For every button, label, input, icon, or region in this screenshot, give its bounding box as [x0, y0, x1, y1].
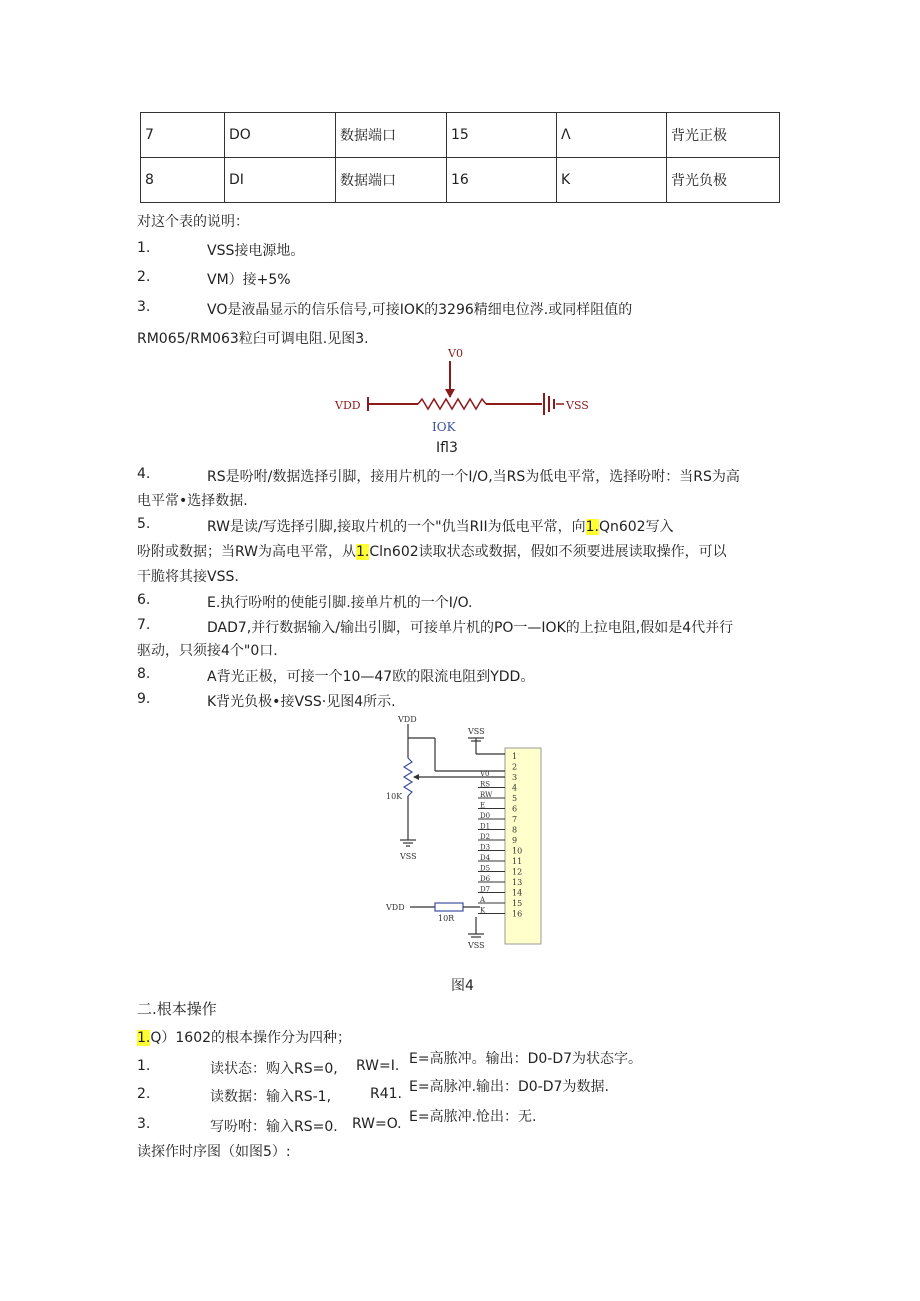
resistor-label: IOK: [432, 420, 456, 434]
figure-4-lcd-wiring: [380, 712, 545, 952]
item-text-continued: RM065/RM063粒臼可调电阻.见图3.: [137, 331, 369, 347]
vss-bottom-label: VSS: [468, 941, 485, 950]
pin-number: 9: [512, 836, 518, 845]
op-number: 1.: [137, 1058, 151, 1074]
lcd-connector: [505, 748, 541, 944]
signal-label: K: [480, 906, 486, 915]
item-text: DAD7,并行数据输入/输出引脚，可接单片机的PO一—IOK的上拉电阻,假如是4代并行: [207, 620, 734, 636]
signal-label: RS: [480, 780, 491, 789]
signal-label: A: [480, 896, 486, 904]
figure-3-caption: Ifl3: [436, 440, 458, 456]
res2-label: 10R: [438, 914, 455, 923]
item-number: 9.: [137, 691, 151, 707]
item-text-part: RW是读/写选择引脚,接取片机的一个"仇当RII为低电平常，向: [207, 519, 586, 535]
item-text: [207, 516, 674, 536]
pin-table: [140, 112, 780, 203]
op-rw: R41.: [370, 1086, 402, 1102]
item-text-part: Qn602写入: [598, 519, 674, 535]
table-cell: DO: [225, 113, 336, 158]
op-rw: RW=O.: [352, 1116, 402, 1132]
item-text-part: 吩附或数据；当RW为高电平常，从: [137, 544, 357, 560]
section-heading: 二.根本操作: [137, 1000, 217, 1018]
signal-label: D5: [480, 864, 491, 873]
pin-number: 1: [512, 752, 518, 761]
table-cell: 8: [141, 158, 225, 203]
pin-number: 13: [512, 878, 523, 887]
item-number: 7.: [137, 617, 151, 633]
pin-number: 16: [512, 909, 523, 919]
item-text: E.执行吩咐的使能引脚.接单片机的一个I/O.: [207, 595, 473, 611]
op-rw: RW=I.: [356, 1058, 400, 1074]
op-number: 2.: [137, 1086, 151, 1102]
table-cell: 7: [141, 113, 225, 158]
pin-number: 7: [512, 815, 518, 824]
intro-text: 对这个表的说明：: [137, 214, 249, 230]
pin-number: 12: [512, 867, 523, 877]
item-text: K背光负极•接VSS·见图4所示.: [207, 694, 396, 710]
pin-number: 10: [512, 846, 523, 856]
signal-label: D7: [480, 885, 491, 894]
item-number: 2.: [137, 269, 151, 285]
signal-label: D0: [480, 812, 491, 820]
vdd-top-label: VDD: [398, 715, 417, 724]
table-cell: DI: [225, 158, 336, 203]
op-input: 读状态：购入RS=0,: [210, 1061, 338, 1077]
op-input: 写吩咐：输入RS=0.: [210, 1119, 338, 1135]
table-cell: K: [557, 158, 667, 203]
pin-number: 5: [512, 794, 518, 803]
vss-top-label: VSS: [468, 727, 485, 736]
table-cell: 背光负极: [667, 158, 780, 203]
vss-left-label: VSS: [400, 852, 417, 861]
item-text: A背光正极，可接一个10—47欧的限流电阻到YDD。: [207, 669, 535, 685]
op-output: E=高脓冲。输出：D0-D7为状态字。: [409, 1051, 643, 1067]
item-number: 6.: [137, 592, 151, 608]
v0-label: V0: [448, 347, 463, 360]
signal-label: D4: [480, 854, 491, 862]
figure-4-caption: 图4: [451, 978, 474, 994]
item-text-continued: 驱动，只须接4个"0口.: [137, 643, 278, 659]
item-text: VSS接电源地。: [207, 243, 305, 259]
pin-number: 2: [512, 762, 518, 772]
pin-number: 14: [512, 888, 523, 898]
highlight-mark: 1.: [356, 544, 370, 560]
res1-label: 10K: [386, 792, 403, 801]
table-cell: 15: [447, 113, 557, 158]
item-number: 8.: [137, 666, 151, 682]
table-cell: 背光正极: [667, 113, 780, 158]
item-number: 4.: [137, 466, 151, 482]
highlight-mark: 1.: [585, 519, 599, 535]
op-input: 读数据：输入RS-1,: [210, 1089, 332, 1105]
item-text-continued: 电平常•选择数据.: [137, 493, 248, 509]
highlight-mark: 1.: [137, 1030, 151, 1046]
resistor-10r: [435, 903, 463, 911]
table-cell: 16: [447, 158, 557, 203]
vss-label: VSS: [566, 399, 589, 412]
timing-diagram-intro: 读探作时序图（如图5）:: [137, 1144, 291, 1160]
pin-number: 11: [512, 857, 523, 866]
op-number: 3.: [137, 1116, 151, 1132]
item-text: VO是液晶显示的信乐信号,可接IOK的3296精细电位涔.或同样阻值的: [207, 302, 633, 318]
signal-label: E: [480, 801, 486, 810]
signal-label: D3: [480, 843, 491, 852]
item-text: RS是吩咐/数据选择引脚，接用片机的一个I/O,当RS为低电平常，选择吩咐：当RS为高: [207, 469, 740, 485]
op-output: E=高脉冲.输出：D0-D7为数据.: [409, 1079, 609, 1095]
section-line-text: Q）1602的根本操作分为四种；: [150, 1030, 352, 1046]
figure-3-potentiometer: [330, 345, 600, 440]
pin-number: 15: [512, 899, 523, 908]
pin-number: 4: [512, 783, 518, 793]
pin-number: 3: [512, 773, 518, 782]
signal-label: RW: [480, 791, 493, 799]
item-text-part: Cln602读取状态或数据，假如不须要进展读取操作，可以: [369, 544, 727, 560]
section-line: [137, 1027, 351, 1047]
pin-number: 6: [512, 804, 518, 814]
op-output: E=高脓冲.怆出：无.: [409, 1109, 537, 1125]
signal-label: D2: [480, 833, 491, 841]
table-cell: 数据端口: [336, 113, 447, 158]
signal-label: D6: [480, 875, 491, 883]
table-cell: Λ: [557, 113, 667, 158]
vdd-bottom-label: VDD: [386, 903, 405, 912]
signal-label: D1: [480, 822, 491, 831]
item-text-continued: 干脆将其接VSS.: [137, 569, 239, 585]
item-number: 3.: [137, 299, 151, 315]
item-number: 1.: [137, 240, 151, 256]
table-cell: 数据端口: [336, 158, 447, 203]
table-row: [141, 158, 780, 203]
signal-label: V0: [480, 770, 490, 778]
item-text-continued: [137, 541, 727, 561]
pin-number: 8: [512, 825, 518, 835]
item-text: VM）接+5%: [207, 272, 291, 288]
vdd-label: VDD: [335, 399, 361, 412]
table-row: [141, 113, 780, 158]
item-number: 5.: [137, 516, 151, 532]
